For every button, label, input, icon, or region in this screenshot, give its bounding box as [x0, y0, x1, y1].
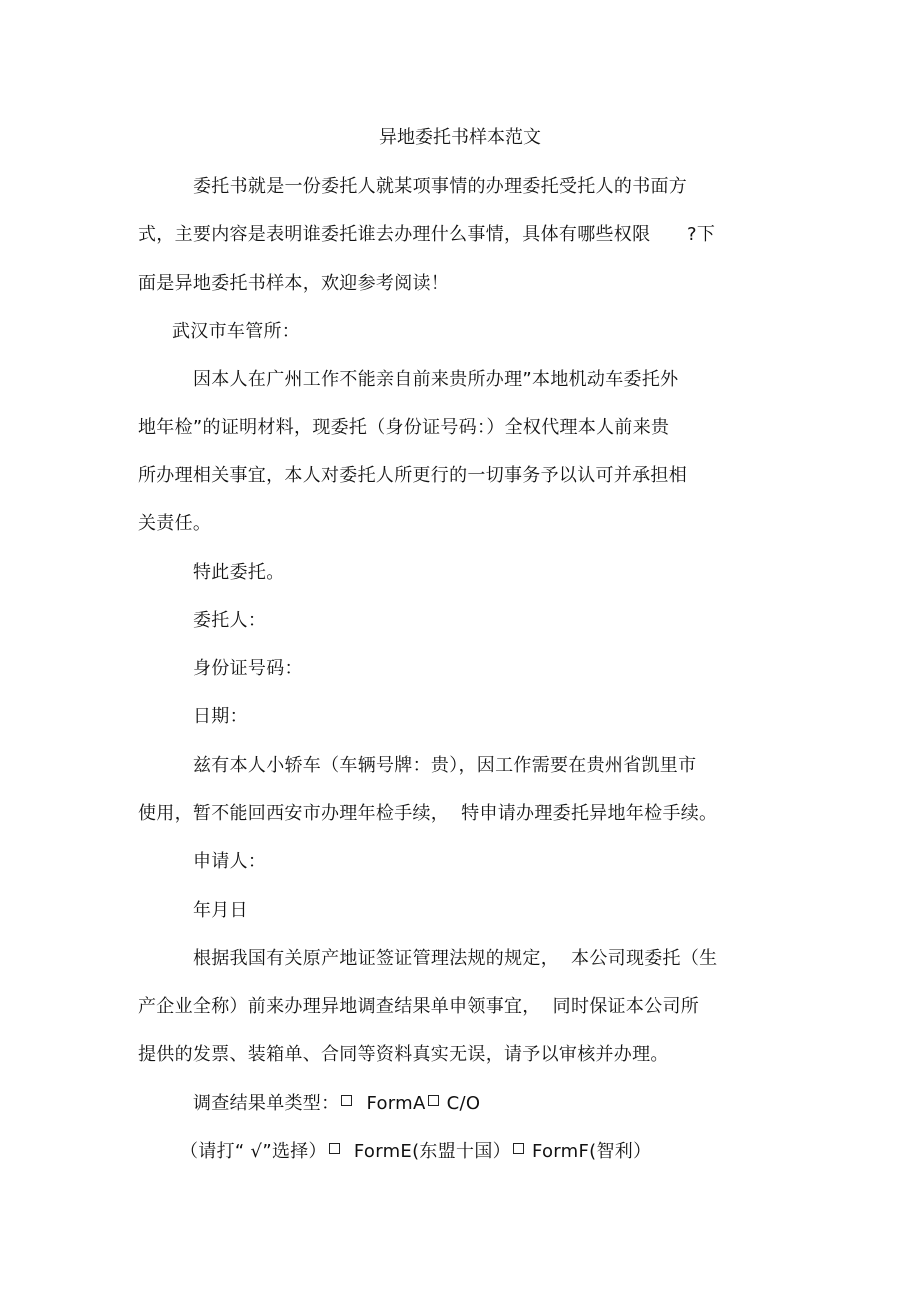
checkbox-icon[interactable] [341, 1095, 352, 1106]
company-line-2: 产企业全称）前来办理异地调查结果单申领事宜， 同时保证本公司所 [138, 996, 700, 1017]
body-line-1: 因本人在广州工作不能亲自前来贵所办理”本地机动车委托外 [193, 369, 679, 390]
year-month-day: 年月日 [193, 900, 248, 921]
result-type-line [193, 1092, 480, 1116]
option-form-a: FormA [366, 1093, 426, 1114]
body-line-4: 关责任。 [138, 513, 212, 534]
car-line-1: 兹有本人小轿车（车辆号牌：贵），因工作需要在贵州省凯里市 [193, 755, 697, 776]
id-number-field: 身份证号码： [193, 658, 303, 679]
select-line [180, 1140, 651, 1164]
intro-line-2: 式，主要内容是表明谁委托谁去办理什么事情，具体有哪些权限 ?下 [138, 224, 716, 245]
intro-line-1: 委托书就是一份委托人就某项事情的办理委托受托人的书面方 [193, 176, 688, 197]
intro-line-3: 面是异地委托书样本，欢迎参考阅读！ [138, 273, 450, 294]
company-line-3: 提供的发票、装箱单、合同等资料真实无误，请予以审核并办理。 [138, 1044, 669, 1065]
result-type-label: 调查结果单类型： [193, 1093, 340, 1114]
principal-field: 委托人： [193, 610, 267, 631]
date-field: 日期： [193, 706, 248, 727]
body-line-3: 所办理相关事宜，本人对委托人所更行的一切事务予以认可并承担相 [138, 465, 687, 486]
company-line-1: 根据我国有关原产地证签证管理法规的规定， 本公司现委托（生 [193, 948, 718, 969]
option-co: C/O [446, 1093, 481, 1114]
checkbox-icon[interactable] [329, 1143, 340, 1154]
page-title: 异地委托书样本范文 [379, 127, 541, 148]
select-hint: （请打“ √”选择） [180, 1141, 327, 1162]
body-line-2: 地年检”的证明材料，现委托（身份证号码：）全权代理本人前来贵 [138, 417, 670, 438]
checkbox-icon[interactable] [428, 1095, 439, 1106]
applicant-field: 申请人： [193, 851, 267, 872]
checkbox-icon[interactable] [513, 1143, 524, 1154]
car-line-2: 使用，暂不能回西安市办理年检手续， 特申请办理委托异地年检手续。 [138, 803, 718, 824]
addressee: 武汉市车管所： [172, 321, 301, 342]
option-form-e: FormE(东盟十国） [353, 1141, 511, 1162]
option-form-f: FormF(智利） [531, 1141, 652, 1162]
closing-text: 特此委托。 [193, 562, 285, 583]
